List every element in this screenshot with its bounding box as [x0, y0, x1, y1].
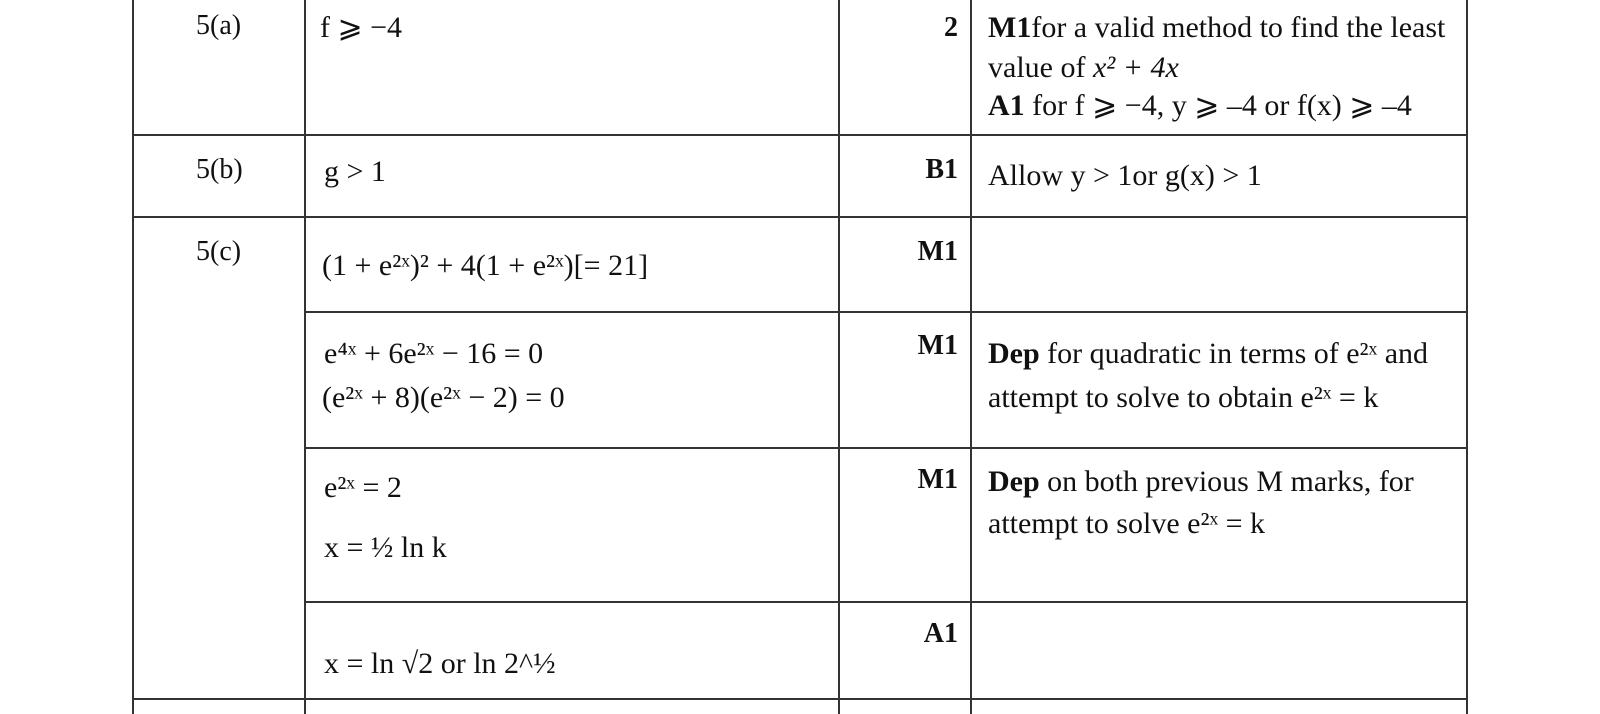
question-number: 5(b)	[196, 154, 243, 185]
guidance-line	[988, 88, 1412, 124]
row-divider-5b	[132, 216, 1468, 218]
answer-line: e²ˣ = 2	[324, 471, 402, 504]
answer-line: x = ½ ln k	[324, 531, 447, 564]
question-number: 5(a)	[196, 10, 242, 41]
mark-value: A1	[923, 618, 958, 649]
column-divider-marks	[970, 0, 972, 714]
table-bottom-border	[132, 698, 1468, 700]
column-divider-question	[304, 0, 306, 714]
guidance-text: for f ⩾ −4, y ⩾ –4 or f(x) ⩾ –4	[1024, 89, 1412, 122]
answer-line: g > 1	[324, 155, 386, 188]
mark-code: M1	[988, 11, 1032, 44]
guidance-line: attempt to solve to obtain e²ˣ = k	[988, 381, 1379, 414]
row-divider-5a	[132, 134, 1468, 136]
guidance-math: x² + 4x	[1092, 51, 1179, 84]
answer-line: (e²ˣ + 8)(e²ˣ − 2) = 0	[322, 381, 565, 414]
question-number: 5(c)	[196, 236, 242, 267]
subrow-divider-3	[304, 601, 1468, 603]
guidance-line: Allow y > 1or g(x) > 1	[988, 159, 1262, 192]
answer-line: f ⩾ −4	[320, 11, 403, 44]
guidance-text: on both previous M marks, for	[1039, 465, 1414, 498]
guidance-text: for quadratic in terms of e²ˣ and	[1039, 337, 1429, 370]
table-border-right	[1466, 0, 1468, 714]
subrow-divider-1	[304, 311, 1468, 313]
mark-value: M1	[917, 330, 958, 361]
guidance-line	[988, 10, 1445, 46]
guidance-line	[988, 50, 1179, 86]
mark-value: M1	[917, 236, 958, 267]
dep-label: Dep	[988, 337, 1040, 370]
guidance-line	[988, 336, 1428, 372]
mark-code: A1	[988, 89, 1025, 122]
answer-line: (1 + e²ˣ)² + 4(1 + e²ˣ)[= 21]	[322, 249, 649, 282]
mark-value: 2	[944, 12, 958, 43]
guidance-line	[988, 464, 1414, 500]
mark-value: B1	[925, 154, 958, 185]
answer-line: x = ln √2 or ln 2^½	[324, 647, 556, 680]
mark-value: M1	[917, 464, 958, 495]
answer-line: e⁴ˣ + 6e²ˣ − 16 = 0	[324, 337, 544, 370]
column-divider-answer	[838, 0, 840, 714]
guidance-text: for a valid method to find the least	[1031, 11, 1446, 44]
guidance-line: attempt to solve e²ˣ = k	[988, 507, 1266, 540]
subrow-divider-2	[304, 447, 1468, 449]
table-border-left	[132, 0, 134, 714]
guidance-text: value of	[988, 51, 1086, 84]
dep-label: Dep	[988, 465, 1040, 498]
